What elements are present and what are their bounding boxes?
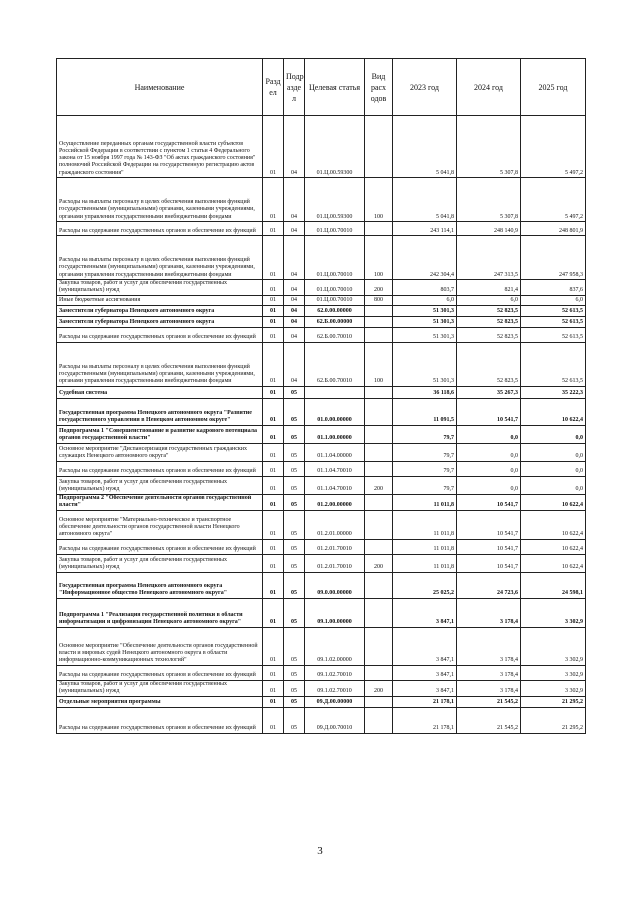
cell-name: Основное мероприятие "Обеспечение деятельности органов государственной власти и мировых судей Ненецкого автономного округа в области информационно-коммуникационных технологий"	[57, 627, 263, 665]
cell-y2023: 3 847,1	[393, 665, 457, 680]
cell-razdel: 01	[263, 598, 284, 627]
cell-razdel: 01	[263, 539, 284, 554]
cell-podrazdel: 04	[284, 327, 305, 342]
cell-y2023: 11 011,8	[393, 554, 457, 572]
cell-y2025: 52 613,5	[521, 305, 586, 316]
cell-y2023: 11 011,8	[393, 510, 457, 539]
cell-podrazdel: 04	[284, 342, 305, 386]
cell-y2023: 11 011,8	[393, 539, 457, 554]
cell-y2023: 243 114,1	[393, 222, 457, 236]
cell-y2024: 821,4	[457, 280, 521, 296]
cell-y2024: 52 823,5	[457, 305, 521, 316]
cell-razdel: 01	[263, 178, 284, 222]
cell-razdel: 01	[263, 494, 284, 510]
table-row	[57, 510, 586, 539]
cell-y2023: 21 178,1	[393, 707, 457, 733]
cell-vr	[365, 461, 393, 476]
table-row	[57, 386, 586, 398]
cell-razdel: 01	[263, 116, 284, 178]
table-row	[57, 598, 586, 627]
cell-y2023: 25 025,2	[393, 572, 457, 598]
table-row	[57, 554, 586, 572]
cell-name: Закупка товаров, работ и услуг для обеспечения государственных (муниципальных) нужд	[57, 476, 263, 494]
cell-vr	[365, 305, 393, 316]
cell-y2025: 6,0	[521, 295, 586, 305]
cell-y2023: 51 301,3	[393, 327, 457, 342]
cell-y2023: 51 301,3	[393, 316, 457, 327]
cell-y2025: 10 622,4	[521, 554, 586, 572]
cell-y2023: 79,7	[393, 476, 457, 494]
cell-cs: 62.Б.00.70010	[305, 342, 365, 386]
cell-name: Основное мероприятие "Диспансеризация государственных гражданских служащих Ненецкого автономного округа"	[57, 443, 263, 461]
cell-razdel: 01	[263, 425, 284, 443]
cell-y2024: 10 541,7	[457, 554, 521, 572]
col-header-2025: 2025 год	[521, 59, 586, 116]
cell-vr	[365, 398, 393, 425]
cell-podrazdel: 05	[284, 598, 305, 627]
cell-name: Закупка товаров, работ и услуг для обеспечения государственных (муниципальных) нужд	[57, 280, 263, 296]
cell-y2024: 0,0	[457, 425, 521, 443]
cell-razdel: 01	[263, 222, 284, 236]
col-header-target: Целевая статья	[305, 59, 365, 116]
cell-vr	[365, 572, 393, 598]
cell-cs: 01.1.04.70010	[305, 461, 365, 476]
cell-cs: 09.1.00.00000	[305, 598, 365, 627]
cell-cs: 09.1.02.00000	[305, 627, 365, 665]
table-row	[57, 627, 586, 665]
cell-podrazdel: 05	[284, 680, 305, 696]
cell-vr: 200	[365, 680, 393, 696]
cell-y2025: 3 302,9	[521, 627, 586, 665]
cell-razdel: 01	[263, 461, 284, 476]
cell-name: Расходы на содержание государственных органов и обеспечение их функций	[57, 665, 263, 680]
cell-podrazdel: 04	[284, 116, 305, 178]
cell-razdel: 01	[263, 554, 284, 572]
table-row	[57, 707, 586, 733]
cell-y2024: 21 545,2	[457, 707, 521, 733]
cell-y2024: 248 140,9	[457, 222, 521, 236]
cell-y2025: 0,0	[521, 461, 586, 476]
cell-y2025: 247 958,3	[521, 236, 586, 280]
cell-podrazdel: 04	[284, 305, 305, 316]
cell-y2025: 21 295,2	[521, 696, 586, 707]
cell-vr: 100	[365, 178, 393, 222]
cell-y2025: 10 622,4	[521, 398, 586, 425]
cell-cs: 01.0.00.00000	[305, 398, 365, 425]
cell-razdel: 01	[263, 696, 284, 707]
cell-cs: 01.Ц.00.70010	[305, 236, 365, 280]
table-header-row	[57, 59, 586, 116]
cell-y2025: 5 497,2	[521, 116, 586, 178]
cell-y2024: 3 178,4	[457, 680, 521, 696]
col-header-expense-type: Вид расх одов	[365, 59, 393, 116]
cell-razdel: 01	[263, 327, 284, 342]
cell-podrazdel: 05	[284, 627, 305, 665]
cell-y2023: 79,7	[393, 461, 457, 476]
cell-y2023: 3 847,1	[393, 680, 457, 696]
table-row	[57, 236, 586, 280]
cell-name: Закупка товаров, работ и услуг для обеспечения государственных (муниципальных) нужд	[57, 680, 263, 696]
cell-razdel: 01	[263, 665, 284, 680]
cell-vr	[365, 494, 393, 510]
cell-y2024: 52 823,5	[457, 327, 521, 342]
cell-razdel: 01	[263, 316, 284, 327]
table-row	[57, 222, 586, 236]
cell-podrazdel: 04	[284, 222, 305, 236]
cell-y2024: 52 823,5	[457, 342, 521, 386]
table-row	[57, 305, 586, 316]
cell-podrazdel: 05	[284, 554, 305, 572]
cell-y2025: 52 613,5	[521, 316, 586, 327]
cell-vr	[365, 316, 393, 327]
table-body	[57, 116, 586, 734]
cell-name: Подпрограмма 2 "Обеспечение деятельности органов государственной власти"	[57, 494, 263, 510]
cell-vr	[365, 386, 393, 398]
cell-y2023: 5 041,8	[393, 116, 457, 178]
cell-cs: 62.Б.00.70010	[305, 327, 365, 342]
cell-cs: 01.Ц.00.59300	[305, 178, 365, 222]
cell-razdel: 01	[263, 236, 284, 280]
cell-podrazdel: 05	[284, 510, 305, 539]
cell-podrazdel: 05	[284, 494, 305, 510]
cell-cs: 01.2.01.00000	[305, 510, 365, 539]
cell-vr	[365, 327, 393, 342]
cell-cs: 01.1.04.70010	[305, 476, 365, 494]
cell-razdel: 01	[263, 305, 284, 316]
cell-y2025: 0,0	[521, 425, 586, 443]
cell-cs: 01.1.04.00000	[305, 443, 365, 461]
cell-razdel: 01	[263, 627, 284, 665]
table-row	[57, 494, 586, 510]
cell-razdel: 01	[263, 342, 284, 386]
cell-cs: 09.Д.00.70010	[305, 707, 365, 733]
cell-y2024: 0,0	[457, 476, 521, 494]
cell-vr	[365, 510, 393, 539]
table-row	[57, 539, 586, 554]
cell-podrazdel: 05	[284, 398, 305, 425]
cell-y2023: 3 847,1	[393, 627, 457, 665]
table-row	[57, 178, 586, 222]
cell-name: Отдельные мероприятия программы	[57, 696, 263, 707]
cell-name: Основное мероприятие "Материально-техническое и транспортное обеспечение деятельности органов государственной власти Ненецкого автономного округа"	[57, 510, 263, 539]
cell-y2024: 3 178,4	[457, 627, 521, 665]
cell-y2024: 3 178,4	[457, 665, 521, 680]
cell-razdel: 01	[263, 398, 284, 425]
table-row	[57, 680, 586, 696]
cell-vr	[365, 627, 393, 665]
cell-vr: 100	[365, 342, 393, 386]
cell-vr	[365, 425, 393, 443]
cell-razdel: 01	[263, 476, 284, 494]
cell-y2025: 10 622,4	[521, 494, 586, 510]
cell-y2025: 52 613,5	[521, 327, 586, 342]
cell-razdel: 01	[263, 386, 284, 398]
table-row	[57, 398, 586, 425]
cell-y2025: 24 598,1	[521, 572, 586, 598]
cell-y2023: 51 301,3	[393, 342, 457, 386]
cell-y2024: 3 178,4	[457, 598, 521, 627]
cell-y2024: 0,0	[457, 461, 521, 476]
cell-y2025: 35 222,3	[521, 386, 586, 398]
cell-vr	[365, 696, 393, 707]
cell-y2023: 51 301,3	[393, 305, 457, 316]
table-row	[57, 696, 586, 707]
cell-y2024: 6,0	[457, 295, 521, 305]
col-header-2024: 2024 год	[457, 59, 521, 116]
cell-podrazdel: 04	[284, 236, 305, 280]
cell-vr	[365, 665, 393, 680]
cell-y2025: 10 622,4	[521, 510, 586, 539]
table-row	[57, 572, 586, 598]
page-number: 3	[317, 845, 323, 857]
cell-name: Расходы на выплаты персоналу в целях обеспечения выполнения функций государственными (муниципальными) органами, казенными учреждениями, органами управления государственными внебюджетными фондами	[57, 236, 263, 280]
cell-cs: 01.Ц.00.70010	[305, 295, 365, 305]
cell-y2024: 52 823,5	[457, 316, 521, 327]
cell-name: Расходы на содержание государственных органов и обеспечение их функций	[57, 327, 263, 342]
cell-y2025: 0,0	[521, 443, 586, 461]
cell-y2025: 21 295,2	[521, 707, 586, 733]
col-header-razdel: Разд ел	[263, 59, 284, 116]
cell-y2023: 11 091,5	[393, 398, 457, 425]
cell-y2024: 35 267,3	[457, 386, 521, 398]
cell-name: Государственная программа Ненецкого автономного округа "Информационное общество Ненецкого автономного округа"	[57, 572, 263, 598]
table-row	[57, 116, 586, 178]
cell-y2025: 837,6	[521, 280, 586, 296]
cell-y2023: 36 118,6	[393, 386, 457, 398]
cell-podrazdel: 05	[284, 425, 305, 443]
cell-razdel: 01	[263, 707, 284, 733]
cell-razdel: 01	[263, 680, 284, 696]
cell-y2025: 0,0	[521, 476, 586, 494]
cell-podrazdel: 05	[284, 386, 305, 398]
table-row	[57, 295, 586, 305]
col-header-2023: 2023 год	[393, 59, 457, 116]
table-row	[57, 461, 586, 476]
cell-y2023: 79,7	[393, 443, 457, 461]
cell-razdel: 01	[263, 295, 284, 305]
cell-podrazdel: 05	[284, 696, 305, 707]
cell-podrazdel: 04	[284, 280, 305, 296]
cell-y2025: 248 801,9	[521, 222, 586, 236]
cell-name: Подпрограмма 1 "Реализация государственной политики в области информатизации и цифровизации Ненецкого автономного округа"	[57, 598, 263, 627]
cell-name: Иные бюджетные ассигнования	[57, 295, 263, 305]
cell-y2025: 52 613,5	[521, 342, 586, 386]
cell-cs: 01.Ц.00.70010	[305, 222, 365, 236]
cell-vr	[365, 598, 393, 627]
cell-name: Заместители губернатора Ненецкого автономного округа	[57, 305, 263, 316]
cell-y2023: 803,7	[393, 280, 457, 296]
cell-cs	[305, 386, 365, 398]
cell-name: Государственная программа Ненецкого автономного округа "Развитие государственного управления в Ненецком автономном округе"	[57, 398, 263, 425]
cell-vr: 200	[365, 280, 393, 296]
table-row	[57, 316, 586, 327]
cell-y2024: 24 723,6	[457, 572, 521, 598]
cell-name: Расходы на выплаты персоналу в целях обеспечения выполнения функций государственными (муниципальными) органами, казенными учреждениями, органами управления государственными внебюджетными фондами	[57, 178, 263, 222]
table-row	[57, 327, 586, 342]
cell-cs: 01.2.01.70010	[305, 554, 365, 572]
cell-name: Расходы на содержание государственных органов и обеспечение их функций	[57, 222, 263, 236]
cell-name: Расходы на содержание государственных органов и обеспечение их функций	[57, 707, 263, 733]
table-row	[57, 476, 586, 494]
cell-cs: 01.2.01.70010	[305, 539, 365, 554]
cell-cs: 01.2.00.00000	[305, 494, 365, 510]
table-row	[57, 280, 586, 296]
cell-vr	[365, 222, 393, 236]
cell-y2023: 242 304,4	[393, 236, 457, 280]
cell-razdel: 01	[263, 510, 284, 539]
cell-vr	[365, 539, 393, 554]
cell-cs: 62.0.00.00000	[305, 305, 365, 316]
cell-name: Расходы на содержание государственных органов и обеспечение их функций	[57, 539, 263, 554]
cell-y2023: 11 011,8	[393, 494, 457, 510]
cell-name: Расходы на выплаты персоналу в целях обеспечения выполнения функций государственными (муниципальными) органами, казенными учреждениями, органами управления государственными внебюджетными фондами	[57, 342, 263, 386]
cell-cs: 09.1.02.70010	[305, 680, 365, 696]
cell-y2023: 5 041,8	[393, 178, 457, 222]
cell-cs: 62.Б.00.00000	[305, 316, 365, 327]
cell-cs: 09.0.00.00000	[305, 572, 365, 598]
cell-podrazdel: 05	[284, 461, 305, 476]
cell-name: Заместители губернатора Ненецкого автономного округа	[57, 316, 263, 327]
cell-vr: 200	[365, 476, 393, 494]
cell-name: Судебная система	[57, 386, 263, 398]
cell-podrazdel: 05	[284, 665, 305, 680]
cell-podrazdel: 04	[284, 178, 305, 222]
cell-name: Осуществление переданных органам государственной власти субъектов Российской Федерации в соответствии с пунктом 1 статьи 4 Федерального закона от 15 ноября 1997 года № 143-ФЗ "Об актах гражданского состояния" полномочий Российской Федерации на государственную регистрацию актов гражданского состояния"	[57, 116, 263, 178]
cell-y2025: 5 497,2	[521, 178, 586, 222]
cell-y2024: 5 307,8	[457, 116, 521, 178]
table-row	[57, 425, 586, 443]
cell-podrazdel: 05	[284, 707, 305, 733]
cell-y2024: 10 541,7	[457, 398, 521, 425]
cell-vr: 800	[365, 295, 393, 305]
cell-cs: 09.Д.00.00000	[305, 696, 365, 707]
cell-y2025: 3 302,9	[521, 665, 586, 680]
cell-podrazdel: 04	[284, 316, 305, 327]
table-row	[57, 443, 586, 461]
cell-vr	[365, 707, 393, 733]
budget-table	[56, 58, 586, 734]
cell-name: Подпрограмма 1 "Совершенствование и развитие кадрового потенциала органов государственной власти"	[57, 425, 263, 443]
cell-y2024: 10 541,7	[457, 510, 521, 539]
cell-y2024: 0,0	[457, 443, 521, 461]
cell-y2024: 5 307,8	[457, 178, 521, 222]
cell-podrazdel: 04	[284, 295, 305, 305]
cell-cs: 01.Ц.00.70010	[305, 280, 365, 296]
cell-y2023: 21 178,1	[393, 696, 457, 707]
cell-y2025: 3 302,9	[521, 680, 586, 696]
cell-y2023: 6,0	[393, 295, 457, 305]
cell-y2024: 21 545,2	[457, 696, 521, 707]
cell-y2025: 10 622,4	[521, 539, 586, 554]
table-row	[57, 665, 586, 680]
cell-y2025: 3 302,9	[521, 598, 586, 627]
cell-vr	[365, 443, 393, 461]
cell-y2023: 79,7	[393, 425, 457, 443]
cell-y2023: 3 847,1	[393, 598, 457, 627]
cell-vr: 200	[365, 554, 393, 572]
cell-razdel: 01	[263, 280, 284, 296]
col-header-podrazdel: Подр азде л	[284, 59, 305, 116]
cell-y2024: 10 541,7	[457, 539, 521, 554]
cell-podrazdel: 05	[284, 539, 305, 554]
cell-y2024: 10 541,7	[457, 494, 521, 510]
cell-podrazdel: 05	[284, 476, 305, 494]
cell-name: Закупка товаров, работ и услуг для обеспечения государственных (муниципальных) нужд	[57, 554, 263, 572]
cell-podrazdel: 05	[284, 443, 305, 461]
col-header-name: Наименование	[57, 59, 263, 116]
cell-cs: 01.Ц.00.59300	[305, 116, 365, 178]
cell-podrazdel: 05	[284, 572, 305, 598]
cell-cs: 01.1.00.00000	[305, 425, 365, 443]
cell-razdel: 01	[263, 572, 284, 598]
cell-vr	[365, 116, 393, 178]
cell-vr: 100	[365, 236, 393, 280]
table-row	[57, 342, 586, 386]
cell-cs: 09.1.02.70010	[305, 665, 365, 680]
cell-y2024: 247 313,5	[457, 236, 521, 280]
cell-razdel: 01	[263, 443, 284, 461]
cell-name: Расходы на содержание государственных органов и обеспечение их функций	[57, 461, 263, 476]
